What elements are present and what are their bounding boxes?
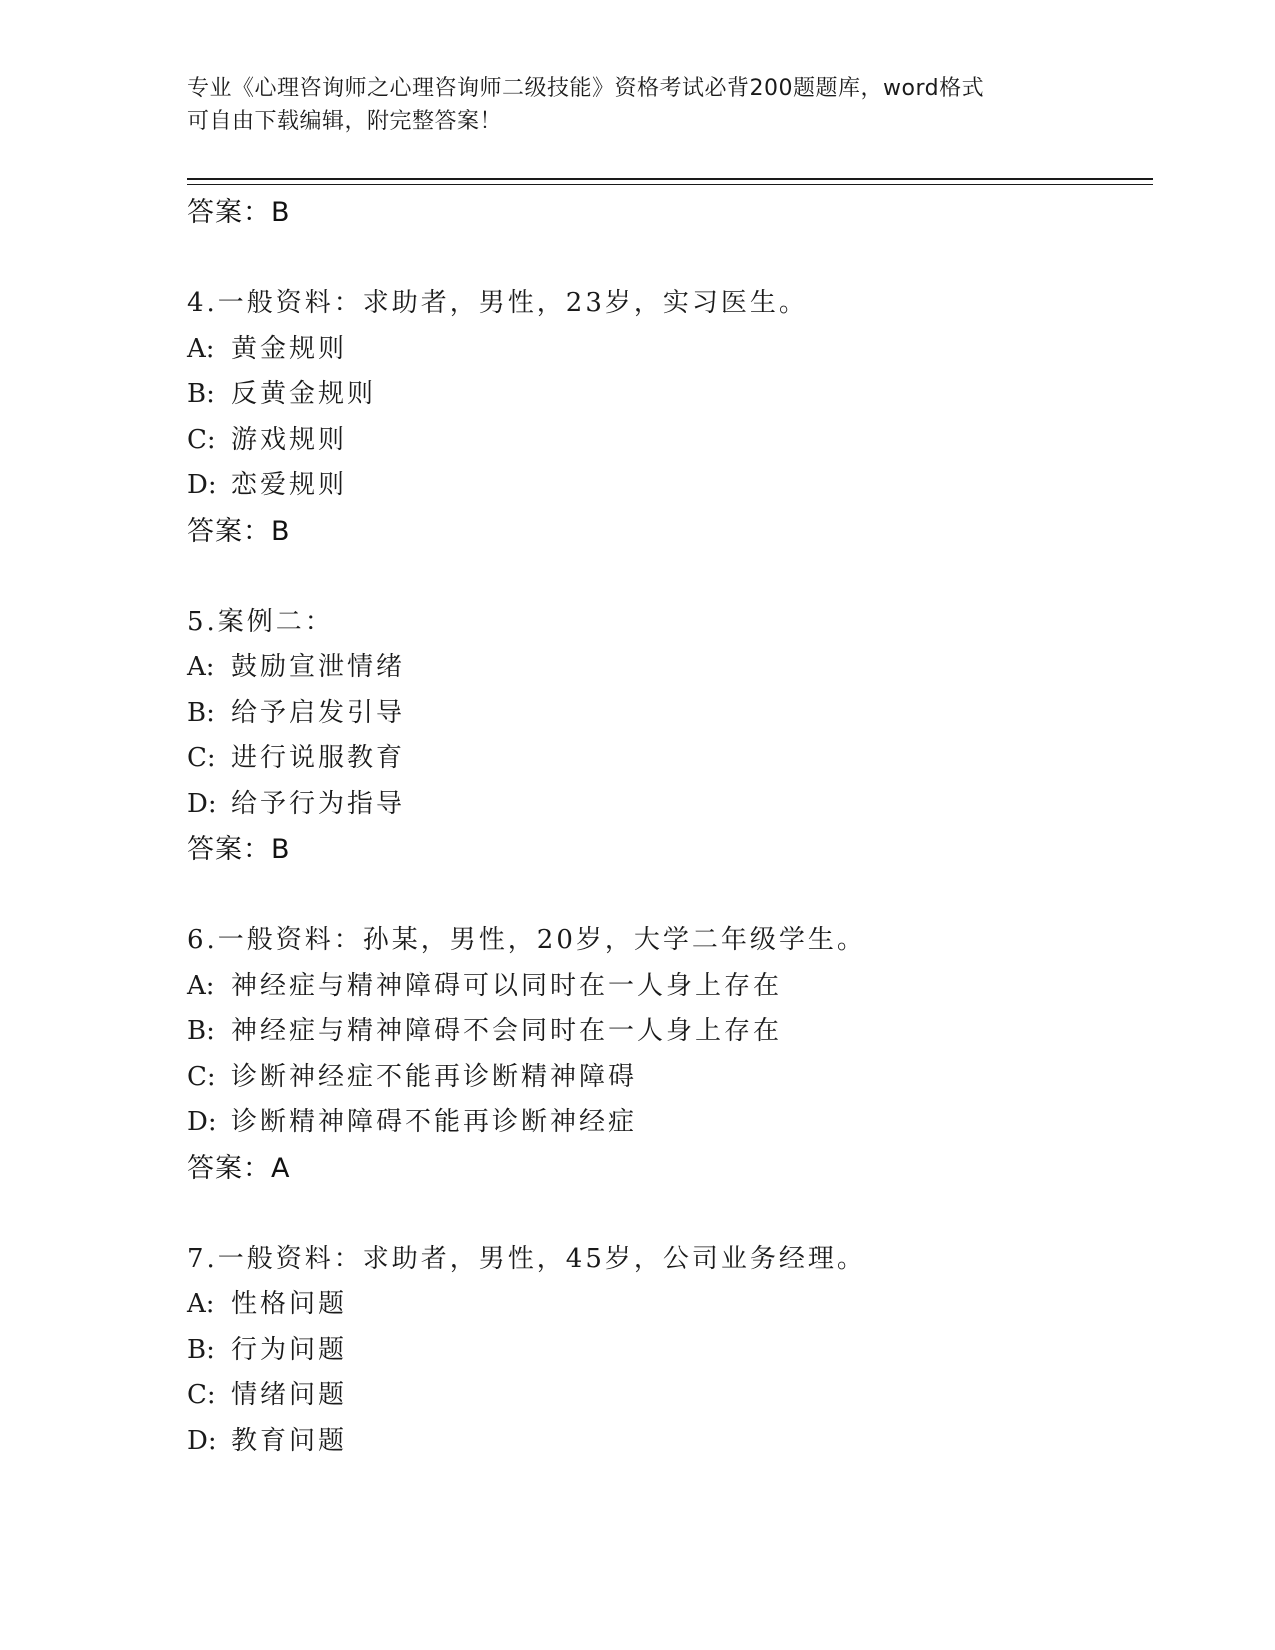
option-letter: B: (187, 697, 215, 728)
question-block (187, 281, 1147, 554)
option-text: 诊断精神障碍不能再诊断神经症 (231, 1107, 638, 1137)
option-text: 恋爱规则 (231, 470, 348, 500)
option-d (187, 463, 1147, 509)
answer-line: 答案：A (187, 1152, 291, 1184)
option-text: 反黄金规则 (231, 379, 377, 409)
option-a (187, 645, 1147, 691)
option-letter: C: (187, 424, 216, 455)
option-a (187, 964, 1147, 1010)
option-letter: C: (187, 1061, 216, 1092)
question-block (187, 600, 1147, 873)
question-title: 4.一般资料：求助者，男性，23岁，实习医生。 (187, 288, 808, 318)
option-letter: A: (187, 652, 215, 682)
option-d (187, 1100, 1147, 1146)
question-title: 6.一般资料：孙某，男性，20岁，大学二年级学生。 (187, 925, 866, 955)
option-text: 给予行为指导 (231, 788, 406, 819)
option-letter: B: (187, 1016, 215, 1046)
option-letter: D: (187, 1107, 217, 1137)
option-text: 情绪问题 (231, 1380, 348, 1410)
option-letter: D: (187, 788, 217, 819)
option-letter: A: (187, 333, 215, 364)
option-text: 教育问题 (231, 1425, 348, 1456)
option-text: 进行说服教育 (231, 743, 406, 773)
option-text: 黄金规则 (231, 333, 348, 364)
document-header (187, 72, 1087, 138)
option-b (187, 1328, 1147, 1374)
option-c (187, 418, 1147, 464)
question-list (187, 190, 1147, 1464)
option-text: 鼓励宣泄情绪 (231, 652, 406, 682)
option-letter: C: (187, 743, 216, 773)
option-text: 行为问题 (231, 1334, 348, 1365)
option-a (187, 327, 1147, 373)
question-block (187, 918, 1147, 1191)
answer-line: 答案：B (187, 515, 291, 547)
option-letter: B: (187, 1334, 215, 1365)
option-c (187, 1373, 1147, 1419)
question-block (187, 1237, 1147, 1465)
option-letter: A: (187, 970, 215, 1001)
option-letter: B: (187, 379, 215, 409)
option-b (187, 372, 1147, 418)
option-letter: D: (187, 1425, 217, 1456)
option-b (187, 1009, 1147, 1055)
option-d (187, 1419, 1147, 1465)
header-divider-bottom (187, 184, 1153, 185)
option-c (187, 736, 1147, 782)
option-text: 游戏规则 (231, 424, 348, 455)
option-text: 给予启发引导 (231, 697, 406, 728)
option-a (187, 1282, 1147, 1328)
header-divider-top (187, 178, 1153, 180)
question-title: 5.案例二： (187, 606, 334, 637)
answer-line: 答案：B (187, 197, 291, 228)
option-d (187, 782, 1147, 828)
option-text: 神经症与精神障碍可以同时在一人身上存在 (231, 970, 783, 1001)
option-letter: A: (187, 1289, 215, 1319)
option-text: 神经症与精神障碍不会同时在一人身上存在 (231, 1016, 783, 1046)
option-text: 性格问题 (231, 1289, 348, 1319)
option-b (187, 691, 1147, 737)
header-line-1: 专业《心理咨询师之心理咨询师二级技能》资格考试必背200题题库，word格式 (187, 76, 985, 101)
option-text: 诊断神经症不能再诊断精神障碍 (231, 1061, 638, 1092)
header-line-2: 可自由下载编辑，附完整答案！ (187, 109, 503, 134)
answer-line: 答案：B (187, 834, 291, 865)
option-c (187, 1055, 1147, 1101)
option-letter: D: (187, 470, 217, 500)
question-title: 7.一般资料：求助者，男性，45岁，公司业务经理。 (187, 1243, 866, 1274)
option-letter: C: (187, 1380, 216, 1410)
